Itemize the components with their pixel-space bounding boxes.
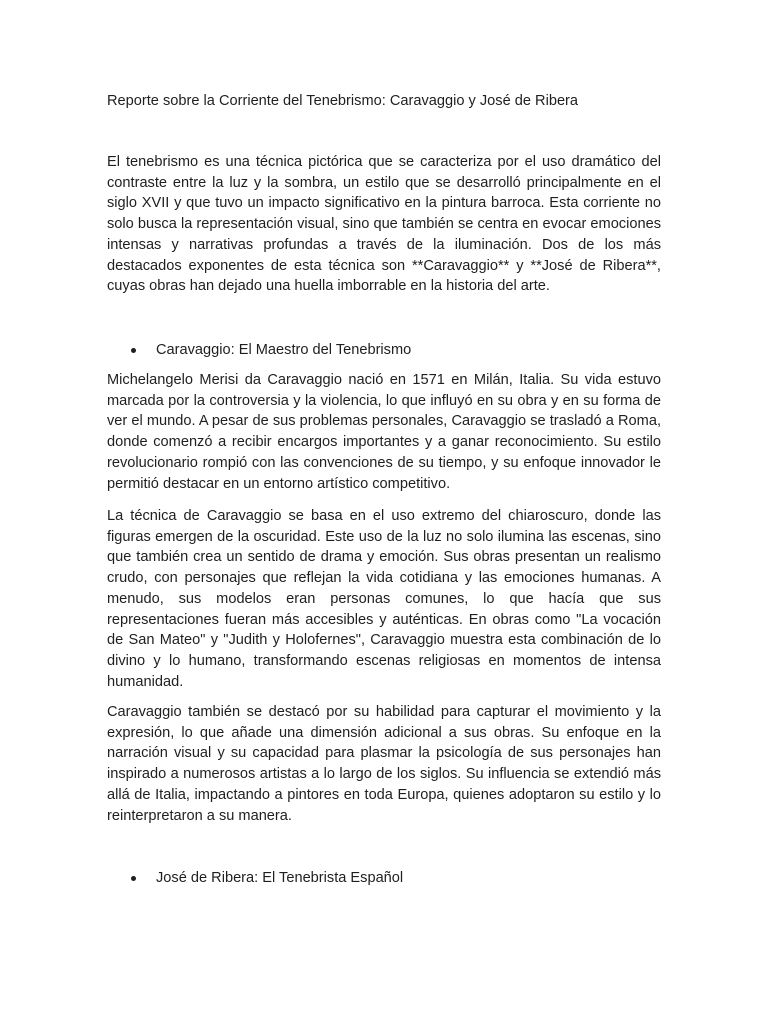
caravaggio-paragraph-2: La técnica de Caravaggio se basa en el uso extremo del chiaroscuro, donde las figuras emergen de la oscuridad. Este uso de la luz no solo ilumina las escenas, sino que también crea un sentido de drama y emoción. Sus obras presentan un realismo crudo, con personajes que reflejan la vida cotidiana y las emociones humanas. A menudo, sus modelos eran personas comunes, lo que hacía que sus representaciones fueran más accesibles y auténticas. En obras como "La vocación de San Mateo" y "Judith y Holofernes", Caravaggio muestra esta combinación de lo divino y lo humano, transformando escenas religiosas en momentos de intensa humanidad. — [107, 508, 661, 690]
bullet-icon — [131, 876, 136, 881]
document-title: Reporte sobre la Corriente del Tenebrismo: Caravaggio y José de Ribera — [107, 93, 579, 109]
caravaggio-paragraph-3: Caravaggio también se destacó por su habilidad para capturar el movimiento y la expresión, lo que añade una dimensión adicional a sus obras. Su enfoque en la narración visual y su capacidad para plasmar la psicología de sus personajes han inspirado a numerosos artistas a lo largo de los siglos. Su influencia se extendió más allá de Italia, impactando a pintores en toda Europa, quienes adoptaron su estilo y lo reinterpretaron a su manera. — [107, 704, 661, 824]
intro-paragraph: El tenebrismo es una técnica pictórica que se caracteriza por el uso dramático del contraste entre la luz y la sombra, un estilo que se desarrolló principalmente en el siglo XVII y que tuvo un impacto significativo en la pintura barroca. Esta corriente no solo busca la representación visual, sino que también se centra en evocar emociones intensas y narrativas profundas a través de la iluminación. Dos de los más destacados exponentes de esta técnica son **Caravaggio** y **José de Ribera**, cuyas obras han dejado una huella imborrable en la historia del arte. — [107, 154, 661, 295]
caravaggio-paragraph-1: Michelangelo Merisi da Caravaggio nació en 1571 en Milán, Italia. Su vida estuvo marcada por la controversia y la violencia, lo que influyó en su obra y en su forma de ver el mundo. A pesar de sus problemas personales, Caravaggio se trasladó a Roma, donde comenzó a recibir encargos importantes y a ganar reconocimiento. Su estilo revolucionario rompió con las convenciones de su tiempo, y su enfoque innovador le permitió destacar en un entorno artístico competitivo. — [107, 372, 661, 492]
bullet-icon — [131, 348, 136, 353]
section-heading-text: José de Ribera: El Tenebrista Español — [156, 870, 404, 886]
section-heading-text: Caravaggio: El Maestro del Tenebrismo — [156, 342, 412, 358]
